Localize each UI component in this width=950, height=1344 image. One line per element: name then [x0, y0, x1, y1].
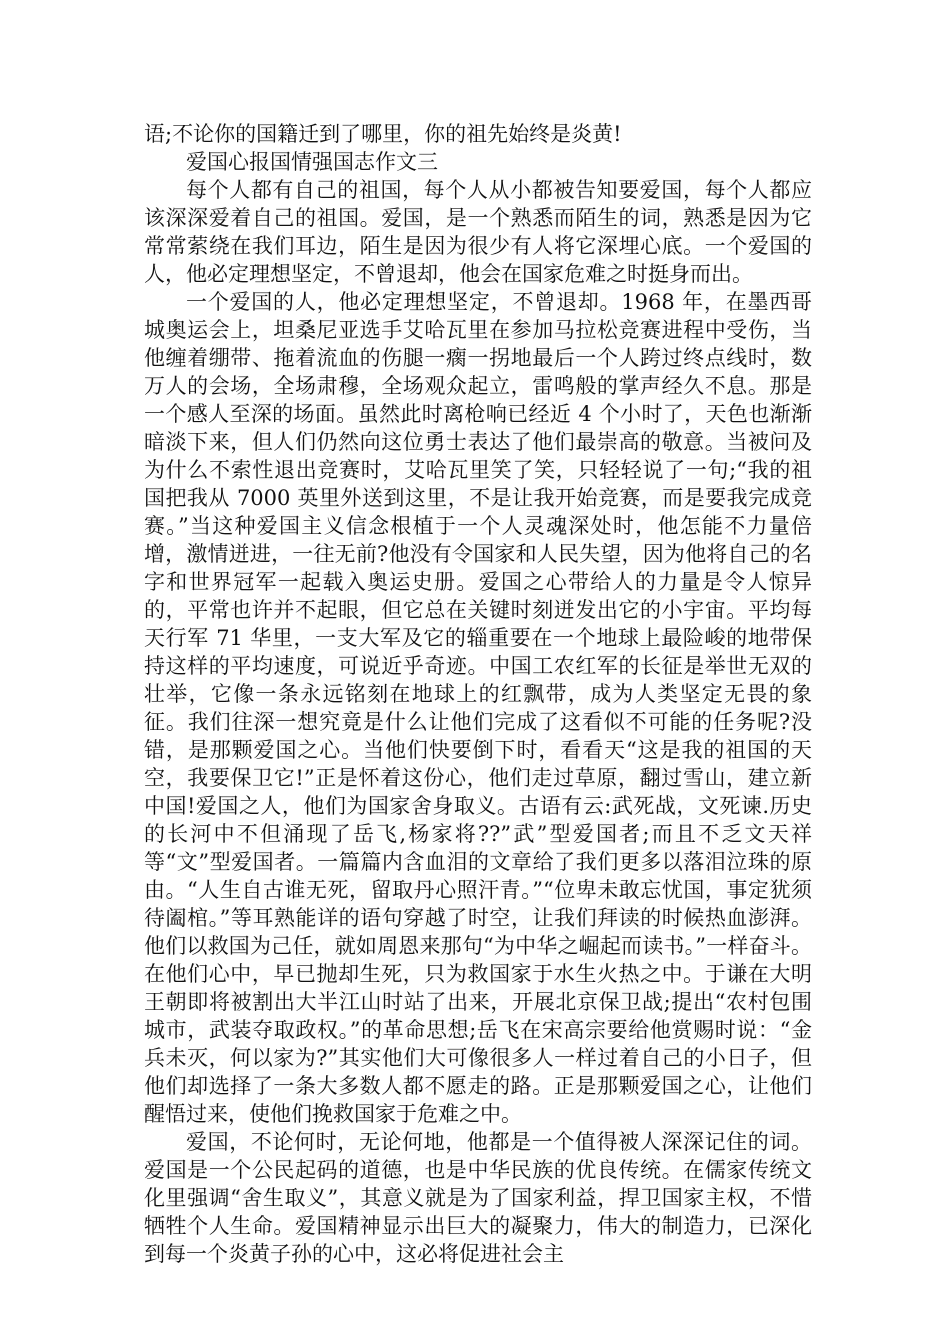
paragraph: 一个爱国的人，他必定理想坚定，不曾退却。1968 年，在墨西哥城奥运会上，坦桑尼亚选手艾哈瓦里在参加马拉松竞赛进程中受伤，当他缠着绷带、拖着流血的伤腿一瘸一拐地最后一个人跨过终点线时，数万人的会场，全场肃穆，全场观众起立，雷鸣般的掌声经久不息。那是一个感人至深的场面。虽然此时离枪响已经近 4 个小时了，天色也渐渐暗淡下来，但人们仍然向这位勇士表达了他们最崇高的敬意。当被问及为什么不索性退出竞赛时，艾哈瓦里笑了笑，只轻轻说了一句;“我的祖国把我从 7000 英里外送到这里，不是让我开始竞赛，而是要我完成竞赛。”当这种爱国主义信念根植于一个人灵魂深处时，他怎能不力量倍增，激情迸进，一往无前?他没有令国家和人民失望，因为他将自己的名字和世界冠军一起载入奥运史册。爱国之心带给人的力量是令人惊异的，平常也许并不起眼，但它总在关键时刻迸发出它的小宇宙。平均每天行军 71 华里，一支大军及它的辎重要在一个地球上最险峻的地带保持这样的平均速度，可说近乎奇迹。中国工农红军的长征是举世无双的壮举，它像一条永远铭刻在地球上的红飘带，成为人类坚定无畏的象征。我们往深一想究竟是什么让他们完成了这看似不可能的任务呢?没错，是那颗爱国之心。当他们快要倒下时，看看天“这是我的祖国的天空，我要保卫它!”正是怀着这份心，他们走过草原，翻过雪山，建立新中国!爱国之人，他们为国家舍身取义。古语有云:武死战，文死谏.历史的长河中不但涌现了岳飞,杨家将??”武”型爱国者;而且不乏文天祥等“文”型爱国者。一篇篇内含血泪的文章给了我们更多以落泪泣珠的原由。“人生自古谁无死，留取丹心照汗青。”“位卑未敢忘忧国，事定犹须待阖棺。”等耳熟能详的语句穿越了时空，让我们拜读的时候热血澎湃。他们以救国为己任，就如周恩来那句“为中华之崛起而读书。”一样奋斗。在他们心中，早已抛却生死，只为救国家于水生火热之中。于谦在大明王朝即将被割出大半江山时站了出来，开展北京保卫战;提出“农村包围城市，武装夺取政权。”的革命思想;岳飞在宋高宗要给他赏赐时说：“金兵未灭，何以家为?”其实他们大可像很多人一样过着自己的小日子，但他们却选择了一条大多数人都不愿走的路。正是那颗爱国之心，让他们醒悟过来，使他们挽救国家于危难之中。 [144, 290, 812, 1126]
paragraph-continuation: 语;不论你的国籍迁到了哪里，你的祖先始终是炎黄! [144, 122, 622, 146]
section-heading: 爱国心报国情强国志作文三 [186, 150, 438, 174]
paragraph: 爱国，不论何时，无论何地，他都是一个值得被人深深记住的词。爱国是一个公民起码的道德，也是中华民族的优良传统。在儒家传统文化里强调“舍生取义”，其意义就是为了国家利益，捍卫国家主权，不惜牺牲个人生命。爱国精神显示出巨大的凝聚力，伟大的制造力，已深化到每一个炎黄子孙的心中，这必将促进社会主 [144, 1130, 812, 1266]
paragraph: 每个人都有自己的祖国，每个人从小都被告知要爱国，每个人都应该深深爱着自己的祖国。爱国，是一个熟悉而陌生的词，熟悉是因为它常常萦绕在我们耳边，陌生是因为很少有人将它深埋心底。一个爱国的人，他必定理想坚定，不曾退却，他会在国家危难之时挺身而出。 [144, 178, 812, 286]
document-body [144, 120, 812, 1268]
